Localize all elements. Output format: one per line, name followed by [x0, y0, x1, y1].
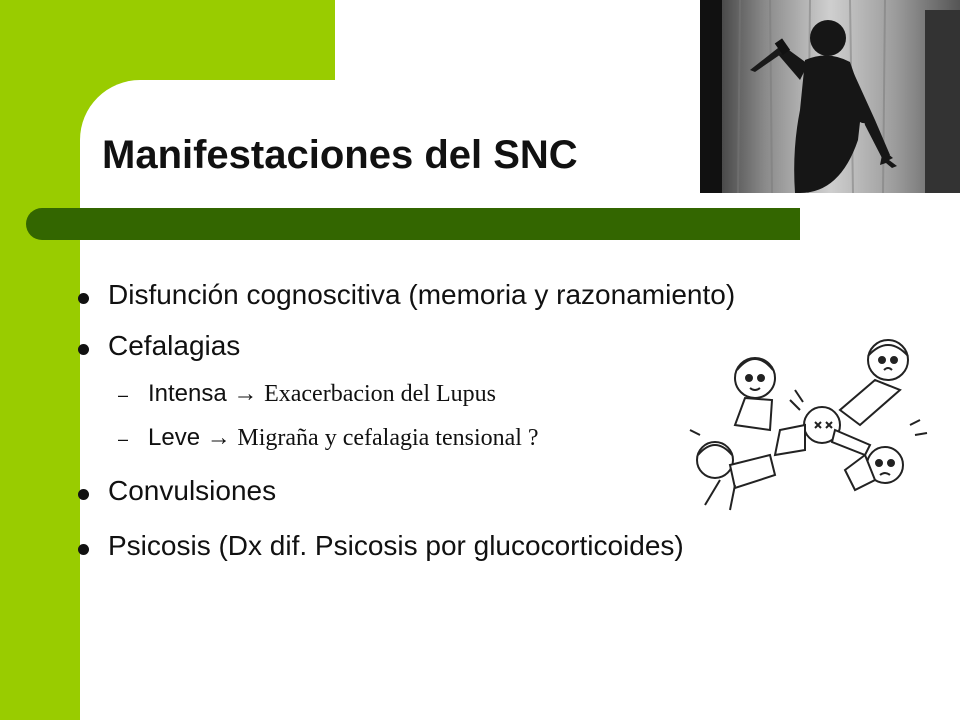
- dash-icon: –: [118, 429, 129, 449]
- dash-icon: –: [118, 385, 129, 405]
- title-underline-bar: [26, 208, 800, 240]
- bullet-dot-icon: [78, 293, 89, 304]
- bullet-text: Disfunción cognoscitiva (memoria y razonamiento): [108, 279, 736, 310]
- sub-bullet-detail: Migraña y cefalagia tensional ?: [237, 425, 539, 451]
- bullet-dot-icon: [78, 344, 89, 355]
- sub-bullet-detail: Exacerbacion del Lupus: [264, 381, 496, 407]
- bullet-dot-icon: [78, 489, 89, 500]
- silhouette-photo: [700, 0, 960, 193]
- bullet-text: Cefalagias: [108, 330, 241, 361]
- bullet-dot-icon: [78, 544, 89, 555]
- children-cartoon: [660, 330, 960, 520]
- bullet-text: Convulsiones: [108, 475, 277, 506]
- slide-title: Manifestaciones del SNC: [102, 133, 578, 177]
- sub-bullet-prefix: Intensa →: [148, 380, 258, 407]
- bullet-text: Psicosis (Dx dif. Psicosis por glucocorticoides): [108, 530, 684, 561]
- sub-bullet-prefix: Leve →: [148, 424, 231, 451]
